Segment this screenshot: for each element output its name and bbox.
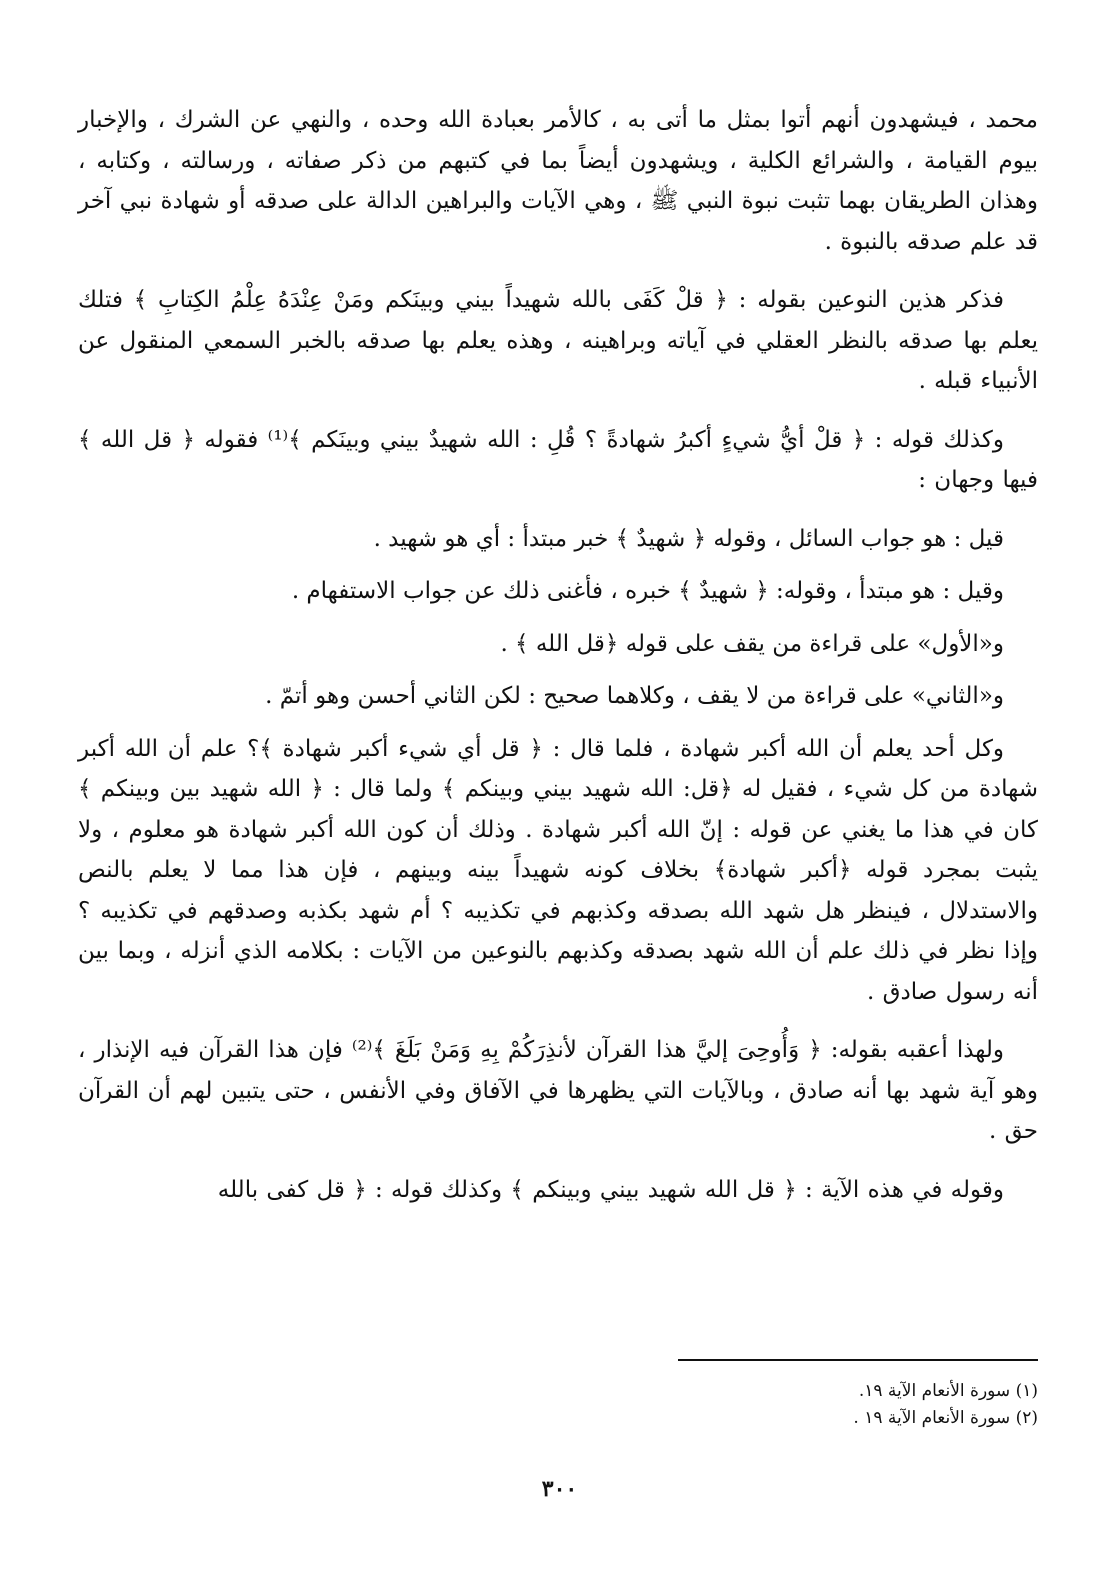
paragraph-2: فذكر هذين النوعين بقوله : ﴿ قلْ كَفَى بالله شهيداً بيني وبينَكم ومَنْ عِنْدَهُ عِلْمُ الكِتابِ ﴾ فتلك يعلم بها صدقه بالنظر العقلي في آياته وبراهينه ، وهذه يعلم بها صدقه بالخبر السمعي المنقول عن الأنبياء قبله .	[78, 287, 1038, 394]
paragraph-3: وكذلك قوله : ﴿ قلْ أيُّ شيءٍ أكبرُ شهادةً ؟ قُلِ : الله شهيدٌ بيني وبينَكم ﴾⁽¹⁾ فقوله ﴿ قل الله ﴾ فيها وجهان :	[78, 426, 1038, 493]
paragraph-6: وقوله في هذه الآية : ﴿ قل الله شهيد بيني وبينكم ﴾ وكذلك قوله : ﴿ قل كفى بالله	[217, 1176, 1004, 1203]
list-item: قيل : هو جواب السائل ، وقوله ﴿ شهيدٌ ﴾ خبر مبتدأ : أي هو شهيد .	[373, 525, 1004, 552]
paragraph-5: ولهذا أعقبه بقوله: ﴿ وَأُوحِىَ إليَّ هذا القرآن لأنذِرَكُمْ بِهِ وَمَنْ بَلَغَ ﴾⁽²⁾ فإن هذا القرآن فيه الإنذار ، وهو آية شهد بها أنه صادق ، وبالآيات التي يظهرها في الآفاق وفي الأنفس ، حتى يتبين لهم أن القرآن حق .	[78, 1037, 1038, 1144]
footnote-2: (٢) سورة الأنعام الآية ١٩ .	[853, 1408, 1038, 1428]
footnote-1: (١) سورة الأنعام الآية ١٩.	[858, 1381, 1038, 1401]
page-number: ٣٠٠	[541, 1476, 578, 1502]
list-of-opinions	[78, 519, 1038, 717]
footnotes	[600, 1378, 1038, 1432]
page-body	[78, 100, 1038, 1228]
paragraph-4: وكل أحد يعلم أن الله أكبر شهادة ، فلما قال : ﴿ قل أي شيء أكبر شهادة ﴾؟ علم أن الله أكبر شهادة من كل شيء ، فقيل له ﴿قل: الله شهيد بيني وبينكم ﴾ ولما قال : ﴿ الله شهيد بين وبينكم ﴾ كان في هذا ما يغني عن قوله : إنّ الله أكبر شهادة . وذلك أن كون الله أكبر شهادة هو معلوم ، ولا يثبت بمجرد قوله ﴿أكبر شهادة﴾ بخلاف كونه شهيداً بينه وبينهم ، فإن هذا مما لا يعلم بالنص والاستدلال ، فينظر هل شهد الله بصدقه وكذبهم في تكذيبه ؟ أم شهد بكذبه وصدقهم في تكذيبه ؟ وإذا نظر في ذلك علم أن الله شهد بصدقه وكذبهم بالنوعين من الآيات : بكلامه الذي أنزله ، وبما بين أنه رسول صادق .	[78, 735, 1038, 1005]
list-item: و«الأول» على قراءة من يقف على قوله ﴿قل الله ﴾ .	[500, 630, 1004, 657]
footnote-divider	[678, 1359, 1038, 1361]
paragraph-1: محمد ، فيشهدون أنهم أتوا بمثل ما أتى به ، كالأمر بعبادة الله وحده ، والنهي عن الشرك ، والإخبار بيوم القيامة ، والشرائع الكلية ، ويشهدون أيضاً بما في كتبهم من ذكر صفاته ، ورسالته ، وكتابه ، وهذان الطريقان بهما تثبت نبوة النبي ﷺ ، وهي الآيات والبراهين الدالة على صدقه أو شهادة نبي آخر قد علم صدقه بالنبوة .	[78, 107, 1038, 255]
list-item: وقيل : هو مبتدأ ، وقوله: ﴿ شهيدٌ ﴾ خبره ، فأغنى ذلك عن جواب الاستفهام .	[291, 578, 1004, 604]
list-item: و«الثاني» على قراءة من لا يقف ، وكلاهما صحيح : لكن الثاني أحسن وهو أتمّ .	[265, 683, 1004, 709]
